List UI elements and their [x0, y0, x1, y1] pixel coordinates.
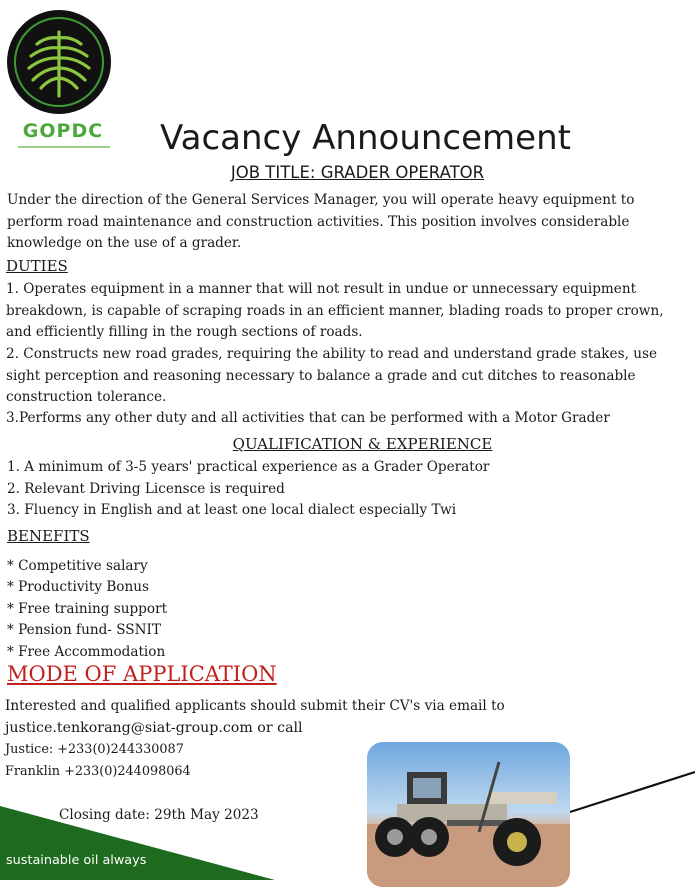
closing-date: Closing date: 29th May 2023 [59, 807, 259, 823]
footer-tagline: sustainable oil always [6, 853, 147, 868]
benefit-item-5: * Free Accommodation [7, 644, 166, 660]
benefit-item-3: * Free training support [7, 601, 168, 617]
duties-heading: DUTIES [6, 257, 68, 275]
qualification-item-3: 3. Fluency in English and at least one local dialect especially Twi [7, 502, 457, 518]
application-heading: MODE OF APPLICATION [7, 662, 277, 686]
logo-emblem [7, 10, 111, 114]
duty-item-2: 2. Constructs new road grades, requiring the ability to read and understand grade stakes, use sight perception and reasoning necessary to balance a grade and cut ditches to reasonable construction tolerance. [6, 346, 657, 405]
logo-text: GOPDC [22, 120, 104, 142]
qualification-heading: QUALIFICATION & EXPERIENCE [232, 435, 493, 453]
duty-item-1: 1. Operates equipment in a manner that will not result in undue or unnecessary equipment breakdown, is capable of scraping roads in an efficient manner, blading roads to proper crown, and efficiently filling in the rough sections of roads. [6, 281, 664, 340]
decorative-diagonal-line [560, 768, 695, 818]
benefit-item-4: * Pension fund- SSNIT [7, 622, 161, 638]
contact-justice: Justice: +233(0)244330087 [5, 742, 184, 757]
benefits-heading: BENEFITS [7, 527, 90, 545]
benefit-item-2: * Productivity Bonus [7, 579, 149, 595]
qualification-item-1: 1. A minimum of 3-5 years' practical experience as a Grader Operator [7, 459, 490, 475]
duty-item-3: 3.Performs any other duty and all activities that can be performed with a Motor Grader [6, 410, 610, 426]
job-title: JOB TITLE: GRADER OPERATOR [230, 163, 485, 182]
palm-leaf-icon [7, 10, 111, 114]
footer-green-band [0, 806, 275, 880]
contact-franklin: Franklin +233(0)244098064 [5, 764, 191, 779]
grader-photo [367, 742, 570, 887]
benefit-item-1: * Competitive salary [7, 558, 148, 574]
application-line-1: Interested and qualified applicants should submit their CV's via email to [5, 698, 505, 714]
page-title: Vacancy Announcement [160, 118, 571, 158]
qualification-item-2: 2. Relevant Driving Licensce is required [7, 481, 285, 497]
application-email-line: justice.tenkorang@siat-group.com or call [5, 720, 303, 736]
intro-paragraph: Under the direction of the General Services Manager, you will operate heavy equipment to perform road maintenance and construction activities. This position involves considerable knowledge on the use of a grader. [7, 192, 635, 251]
